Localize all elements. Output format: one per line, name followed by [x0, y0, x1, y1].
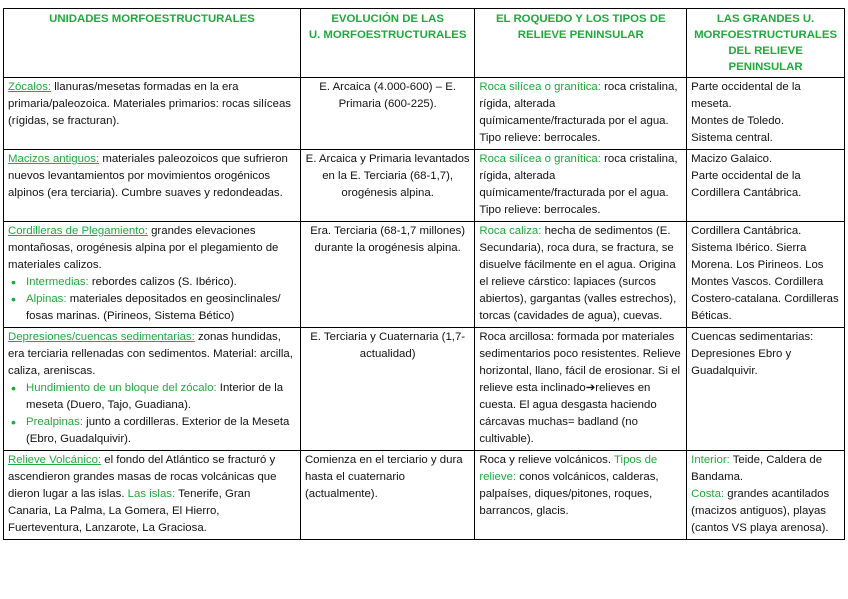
morphostructural-table — [3, 8, 845, 540]
cell-evolucion: E. Arcaica (4.000-600) – E. Primaria (600-225). — [300, 78, 474, 150]
bullet-list — [8, 380, 296, 448]
unit-title: Relieve Volcánico: — [8, 454, 102, 466]
cell-grandes: Cordillera Cantábrica. Sistema Ibérico. Sierra Morena. Los Pirineos. Los Montes Vascos. Cordillera Costero-catalana. Cordilleras Béticas. — [687, 222, 845, 328]
cell-unidad — [4, 222, 301, 328]
cell-roquedo — [475, 222, 687, 328]
table-row-cordilleras — [4, 222, 845, 328]
header-unidades — [4, 9, 301, 78]
header-grandes-line3: DEL RELIEVE PENINSULAR — [728, 45, 803, 73]
bullet-list — [8, 274, 296, 325]
rock-type-title: Roca silícea o granítica: — [479, 153, 601, 165]
rock-type-title: Roca caliza: — [479, 225, 542, 237]
cell-roquedo: Roca arcillosa: formada por materiales sedimentarios poco resistentes. Relieve horizontal, llano, fácil de erosionar. Si el relieve esta inclinado➔relieves en cuesta. El agua desgasta haciendo cárcavas muchas= badland (no cultivable). — [475, 328, 687, 451]
list-item — [26, 291, 296, 325]
unit-title: Depresiones/cuencas sedimentarias: — [8, 331, 195, 343]
bullet-text: materiales depositados en geosinclinales/ fosas marinas. (Pirineos, Sistema Bético) — [26, 293, 281, 322]
bullet-title: Intermedias: — [26, 276, 89, 288]
list-item — [26, 380, 296, 414]
header-roquedo-line2: RELIEVE PENINSULAR — [517, 29, 644, 41]
cell-evolucion: E. Terciaria y Cuaternaria (1,7- actualidad) — [300, 328, 474, 451]
bullet-text: rebordes calizos (S. Ibérico). — [88, 276, 237, 288]
header-evolucion-line1: EVOLUCIÓN DE LAS — [331, 13, 444, 25]
unit-description: grandes elevaciones montañosas, orogénesis alpina por el plegamiento de materiales calizos. — [8, 225, 279, 271]
cell-grandes — [687, 78, 845, 150]
cell-roquedo — [475, 78, 687, 150]
relief-type-title: Tipos de relieve: — [479, 454, 658, 483]
unit-description: llanuras/mesetas formadas en la era primaria/paleozoica. Materiales primarios: rocas silíceas (rígidas, se fracturan). — [8, 81, 291, 127]
list-item — [26, 414, 296, 448]
table-row-zocalos — [4, 78, 845, 150]
cell-evolucion: E. Arcaica y Primaria levantados en la E. Terciaria (68-1,7), orogénesis alpina. — [300, 150, 474, 222]
table-row-macizos — [4, 150, 845, 222]
list-item — [26, 274, 296, 291]
header-grandes-line1: LAS GRANDES U. — [716, 13, 815, 25]
cell-unidad — [4, 328, 301, 451]
cell-unidad — [4, 451, 301, 540]
rock-type-description: hecha de sedimentos (E. Secundaria), roca dura, se fractura, se disuelve fácilmente en el agua. Origina el relieve cárstico: lapiaces (surcos abiertos), gargantas (valles estrechos), torcas (cavidades de agua), cuevas. — [479, 225, 677, 322]
rock-type-title: Roca silícea o granítica: — [479, 81, 601, 93]
islands-list: Tenerife, Gran Canaria, La Palma, La Gomera, El Hierro, Fuerteventura, Lanzarote, La Graciosa. — [8, 488, 251, 534]
rock-type-description: roca cristalina, rígida, alterada químicamente/fracturada por el agua. Tipo relieve: berrocales. — [479, 153, 678, 216]
table-row-depresiones — [4, 328, 845, 451]
bullet-title: Prealpinas: — [26, 416, 83, 428]
header-grandes-line2: MORFOESTRUCTURALES — [694, 29, 838, 41]
cell-roquedo — [475, 451, 687, 540]
rock-type-description: roca cristalina, rígida, alterada químicamente/fracturada por el agua. Tipo relieve: berrocales. — [479, 81, 678, 144]
coast-text: grandes acantilados (macizos antiguos), playas (cantos VS playa arenosa). — [691, 488, 830, 534]
cell-evolucion: Comienza en el terciario y dura hasta el cuaternario (actualmente). — [300, 451, 474, 540]
cell-unidad — [4, 78, 301, 150]
cell-unidad — [4, 150, 301, 222]
unit-title: Cordilleras de Plegamiento: — [8, 225, 148, 237]
coast-title: Costa: — [691, 488, 725, 500]
unit-description: zonas hundidas, era terciaria rellenadas con sedimentos. Material: arcilla, caliza, areniscas. — [8, 331, 293, 377]
bullet-text: Interior de la meseta (Duero, Tajo, Guadiana). — [26, 382, 284, 411]
header-roquedo-line1: EL ROQUEDO Y LOS TIPOS DE — [495, 13, 666, 25]
unit-title: Zócalos: — [8, 81, 52, 93]
cell-grandes — [687, 150, 845, 222]
region-line: Montes de Toledo. — [691, 115, 785, 127]
header-evolucion — [300, 9, 474, 78]
header-row — [4, 9, 845, 78]
cell-roquedo — [475, 150, 687, 222]
islands-title: Las islas: — [127, 488, 176, 500]
bullet-title: Alpinas: — [26, 293, 67, 305]
rock-type-description: Roca y relieve volcánicos. — [479, 454, 612, 466]
region-line: Macizo Galaico. — [691, 153, 773, 165]
relief-type-description: conos volcánicos, calderas, palpaíses, diques/pitones, roques, barrancos, glacis. — [479, 471, 659, 517]
interior-title: Interior: — [691, 454, 730, 466]
cell-grandes — [687, 451, 845, 540]
header-grandes — [687, 9, 845, 78]
unit-description: materiales paleozoicos que sufrieron nuevos levantamientos por movimientos orogénicos alpinos (era terciaria). Cumbre suaves y redondeadas. — [8, 153, 288, 199]
region-line: Sistema central. — [691, 132, 773, 144]
header-evolucion-line2: U. MORFOESTRUCTURALES — [308, 29, 467, 41]
region-line: Parte occidental de la Cordillera Cantábrica. — [691, 170, 802, 199]
table-row-volcanico — [4, 451, 845, 540]
region-line: Parte occidental de la meseta. — [691, 81, 801, 110]
interior-text: Teide, Caldera de Bandama. — [691, 454, 823, 483]
unit-title: Macizos antiguos: — [8, 153, 100, 165]
bullet-text: junto a cordilleras. Exterior de la Meseta (Ebro, Guadalquivir). — [26, 416, 290, 445]
unit-description: el fondo del Atlántico se fracturó y ascendieron grandes masas de rocas volcánicas que dieron lugar a las islas. — [8, 454, 277, 500]
cell-evolucion: Era. Terciaria (68-1,7 millones) durante la orogénesis alpina. — [300, 222, 474, 328]
bullet-title: Hundimiento de un bloque del zócalo: — [26, 382, 217, 394]
header-unidades-text: UNIDADES MORFOESTRUCTURALES — [49, 13, 255, 25]
cell-grandes: Cuencas sedimentarias: Depresiones Ebro y Guadalquivir. — [687, 328, 845, 451]
header-roquedo — [475, 9, 687, 78]
